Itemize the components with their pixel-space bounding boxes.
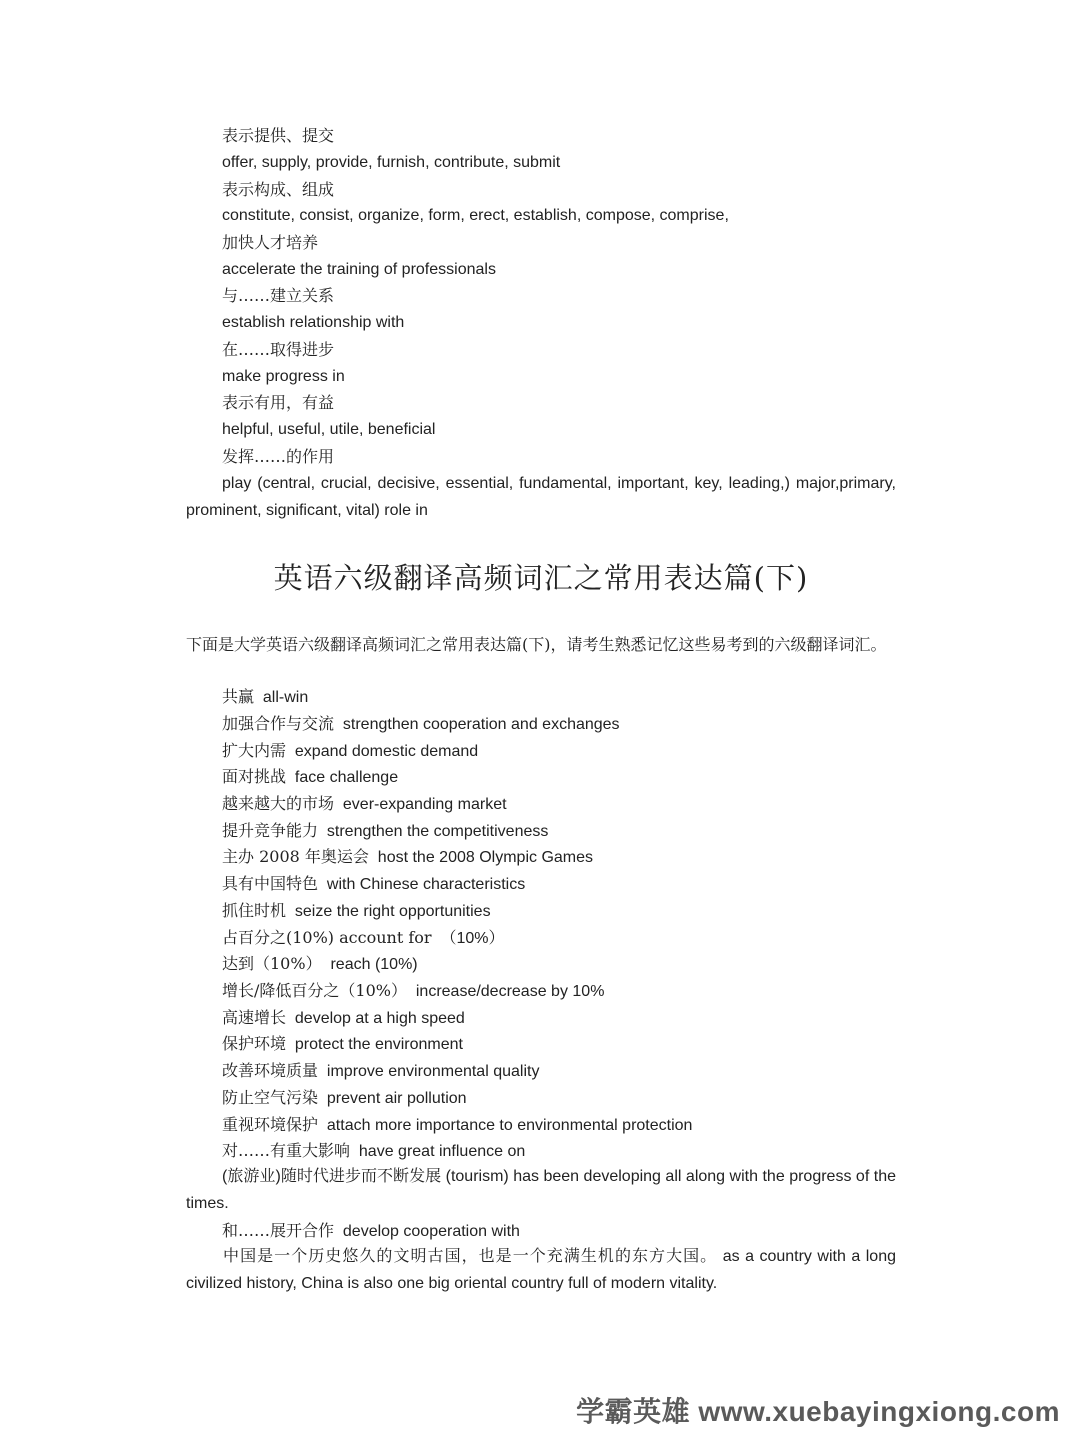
site-watermark: 学霸英雄 www.xuebayingxiong.com — [576, 1396, 1060, 1427]
entry-row — [222, 1034, 463, 1054]
entry-en: expand domestic demand — [294, 743, 479, 760]
entry-row — [222, 874, 525, 894]
entry-zh: 达到（10%） — [222, 954, 322, 973]
entry-en: have great influence on — [358, 1143, 526, 1160]
entry-en: develop at a high speed — [294, 1010, 465, 1027]
china-paragraph — [186, 1244, 896, 1297]
term-zh: 表示有用，有益 — [222, 393, 335, 412]
entry-en: prevent air pollution — [326, 1090, 467, 1107]
tourism-paragraph — [186, 1164, 896, 1217]
entry-en: all-win — [262, 689, 309, 706]
term-zh: 与……建立关系 — [222, 286, 335, 305]
entry-zh: 具有中国特色 — [222, 874, 319, 893]
play-role-text: play (central, crucial, decisive, essential, fundamental, important, key, leading,) major,primary, prominent, significant, vital) role in — [186, 475, 896, 519]
entry-zh: 改善环境质量 — [222, 1061, 319, 1080]
term-en: helpful, useful, utile, beneficial — [222, 421, 436, 438]
term-zh: 发挥……的作用 — [222, 447, 335, 466]
term-en: accelerate the training of professionals — [222, 261, 496, 278]
entry-zh: 高速增长 — [222, 1008, 287, 1027]
entry-en: strengthen the competitiveness — [326, 823, 549, 840]
entry-zh: 保护环境 — [222, 1034, 287, 1053]
entry-zh: 防止空气污染 — [222, 1088, 319, 1107]
entry-zh: 重视环境保护 — [222, 1115, 319, 1134]
entry-en: reach (10%) — [330, 956, 418, 973]
entry-zh: 主办 2008 年奥运会 — [222, 847, 369, 866]
term-en: constitute, consist, organize, form, erect, establish, compose, comprise, — [222, 207, 729, 224]
entry-en: seize the right opportunities — [294, 903, 491, 920]
entry-row — [222, 794, 507, 814]
entry-row — [222, 1221, 520, 1241]
term-zh: 在……取得进步 — [222, 340, 335, 359]
term-en: make progress in — [222, 368, 345, 385]
china-text: 中国是一个历史悠久的文明古国，也是一个充满生机的东方大国。 as a country with a long civilized history, China is also one big oriental country full of modern vitality. — [186, 1248, 896, 1292]
entry-en: improve environmental quality — [326, 1063, 540, 1080]
entry-en: strengthen cooperation and exchanges — [342, 716, 620, 733]
entry-en: ever-expanding market — [342, 796, 507, 813]
entry-row — [222, 767, 398, 787]
entry-zh: 加强合作与交流 — [222, 714, 335, 733]
section-title: 英语六级翻译高频词汇之常用表达篇(下) — [273, 561, 809, 595]
entry-en: develop cooperation with — [342, 1223, 520, 1240]
play-role-paragraph — [186, 471, 896, 524]
entry-en: host the 2008 Olympic Games — [377, 849, 594, 866]
entry-row — [222, 1088, 467, 1108]
entry-row — [222, 901, 491, 921]
entry-en: attach more importance to environmental protection — [326, 1117, 693, 1134]
entry-row — [222, 714, 620, 734]
entry-zh: 共赢 — [222, 687, 255, 706]
term-zh: 表示提供、提交 — [222, 126, 335, 145]
entry-en: （10%） — [440, 930, 505, 947]
entry-zh: 提升竞争能力 — [222, 821, 319, 840]
entry-en: with Chinese characteristics — [326, 876, 526, 893]
entry-zh: 扩大内需 — [222, 741, 287, 760]
entry-row — [222, 954, 418, 974]
entry-zh: 越来越大的市场 — [222, 794, 335, 813]
entry-row — [222, 821, 548, 841]
entry-zh: 和……展开合作 — [222, 1221, 335, 1240]
entry-en: increase/decrease by 10% — [415, 983, 605, 1000]
entry-row — [222, 847, 593, 867]
term-zh: 表示构成、组成 — [222, 180, 335, 199]
entry-row — [222, 1141, 525, 1161]
term-en: establish relationship with — [222, 314, 405, 331]
tourism-text: (旅游业)随时代进步而不断发展 (tourism) has been developing all along with the progress of the times. — [186, 1168, 896, 1212]
entry-en: protect the environment — [294, 1036, 463, 1053]
entry-en: face challenge — [294, 769, 399, 786]
entry-zh: 增长/降低百分之（10%） — [222, 981, 407, 1000]
entry-row — [222, 741, 478, 761]
entry-row — [222, 1115, 692, 1135]
entry-zh: 抓住时机 — [222, 901, 287, 920]
entry-row — [222, 1008, 465, 1028]
entry-row — [222, 1061, 539, 1081]
entry-zh: 占百分之(10%) account for — [222, 928, 432, 947]
entry-zh: 面对挑战 — [222, 767, 287, 786]
entry-row — [222, 928, 504, 948]
entry-row — [222, 687, 308, 707]
intro-paragraph: 下面是大学英语六级翻译高频词汇之常用表达篇(下)，请考生熟悉记忆这些易考到的六级翻译词汇。 — [186, 635, 887, 654]
entry-row — [222, 981, 604, 1001]
term-en: offer, supply, provide, furnish, contribute, submit — [222, 154, 561, 171]
entry-zh: 对……有重大影响 — [222, 1141, 351, 1160]
term-zh: 加快人才培养 — [222, 233, 319, 252]
